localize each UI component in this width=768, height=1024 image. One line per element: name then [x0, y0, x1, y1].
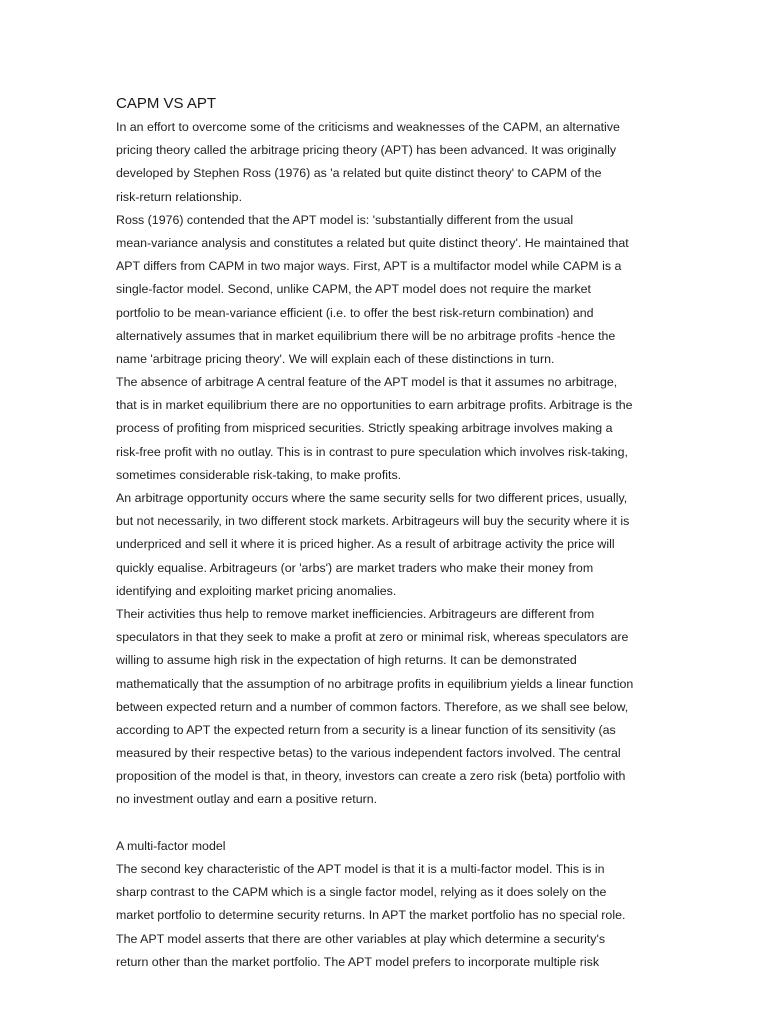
paragraph-arbitrage-opportunity: [116, 487, 656, 603]
paragraph-arbitrageurs: [116, 603, 656, 812]
paragraph-multi-factor: [116, 858, 656, 974]
text-line: underpriced and sell it where it is priced higher. As a result of arbitrage activity the price will: [116, 537, 615, 552]
text-line: pricing theory called the arbitrage pricing theory (APT) has been advanced. It was originally: [116, 143, 617, 158]
text-line: return other than the market portfolio. The APT model prefers to incorporate multiple risk: [116, 954, 600, 969]
text-line: according to APT the expected return from a security is a linear function of its sensitivity (as: [116, 722, 616, 737]
text-line: risk-free profit with no outlay. This is in contrast to pure speculation which involves risk-taking,: [116, 444, 628, 459]
document-title: CAPM VS APT: [116, 95, 217, 112]
text-line: identifying and exploiting market pricing anomalies.: [116, 583, 397, 598]
text-line: The absence of arbitrage A central feature of the APT model is that it assumes no arbitrage,: [116, 375, 618, 390]
text-line: alternatively assumes that in market equilibrium there will be no arbitrage profits -hence the: [116, 328, 616, 343]
document-page: [116, 94, 656, 974]
text-line: risk-return relationship.: [116, 189, 243, 204]
text-line: between expected return and a number of common factors. Therefore, as we shall see below,: [116, 699, 629, 714]
text-line: The APT model asserts that there are other variables at play which determine a security's: [116, 931, 606, 946]
text-line: name 'arbitrage pricing theory'. We will explain each of these distinctions in turn.: [116, 351, 555, 366]
paragraph-spacer: [116, 812, 656, 835]
paragraph-ross: [116, 209, 656, 371]
text-line: willing to assume high risk in the expectation of high returns. It can be demonstrated: [116, 653, 577, 668]
text-line: process of profiting from mispriced securities. Strictly speaking arbitrage involves making a: [116, 421, 613, 436]
text-line: mathematically that the assumption of no arbitrage profits in equilibrium yields a linear function: [116, 676, 634, 691]
section-subheading: A multi-factor model: [116, 838, 226, 853]
text-line: speculators in that they seek to make a profit at zero or minimal risk, whereas speculators are: [116, 630, 629, 645]
text-line: Their activities thus help to remove market inefficiencies. Arbitrageurs are different from: [116, 606, 595, 621]
text-line: single-factor model. Second, unlike CAPM, the APT model does not require the market: [116, 282, 591, 297]
text-line: portfolio to be mean-variance efficient (i.e. to offer the best risk-return combination) and: [116, 305, 594, 320]
text-line: measured by their respective betas) to the various independent factors involved. The central: [116, 746, 621, 761]
paragraph-intro: [116, 116, 656, 209]
text-line: An arbitrage opportunity occurs where the same security sells for two different prices, usually,: [116, 491, 628, 505]
text-line: no investment outlay and earn a positive return.: [116, 792, 378, 807]
text-line: quickly equalise. Arbitrageurs (or 'arbs') are market traders who make their money from: [116, 560, 594, 575]
text-line: mean-variance analysis and constitutes a related but quite distinct theory'. He maintained that: [116, 235, 629, 250]
text-line: sometimes considerable risk-taking, to make profits.: [116, 467, 402, 482]
text-line: that is in market equilibrium there are no opportunities to earn arbitrage profits. Arbitrage is the: [116, 398, 633, 413]
text-line: market portfolio to determine security returns. In APT the market portfolio has no special role.: [116, 908, 626, 923]
text-line: proposition of the model is that, in theory, investors can create a zero risk (beta) portfolio with: [116, 769, 626, 784]
paragraph-absence-of-arbitrage: [116, 371, 656, 487]
text-line: APT differs from CAPM in two major ways. First, APT is a multifactor model while CAPM is a: [116, 259, 622, 274]
text-line: Ross (1976) contended that the APT model is: 'substantially different from the usual: [116, 212, 574, 227]
text-line: The second key characteristic of the APT model is that it is a multi-factor model. This is in: [116, 862, 605, 877]
text-line: but not necessarily, in two different stock markets. Arbitrageurs will buy the security where it is: [116, 514, 630, 529]
text-line: In an effort to overcome some of the criticisms and weaknesses of the CAPM, an alternative: [116, 120, 620, 134]
text-line: developed by Stephen Ross (1976) as 'a related but quite distinct theory' to CAPM of the: [116, 166, 602, 181]
text-line: sharp contrast to the CAPM which is a single factor model, relying as it does solely on the: [116, 885, 607, 900]
